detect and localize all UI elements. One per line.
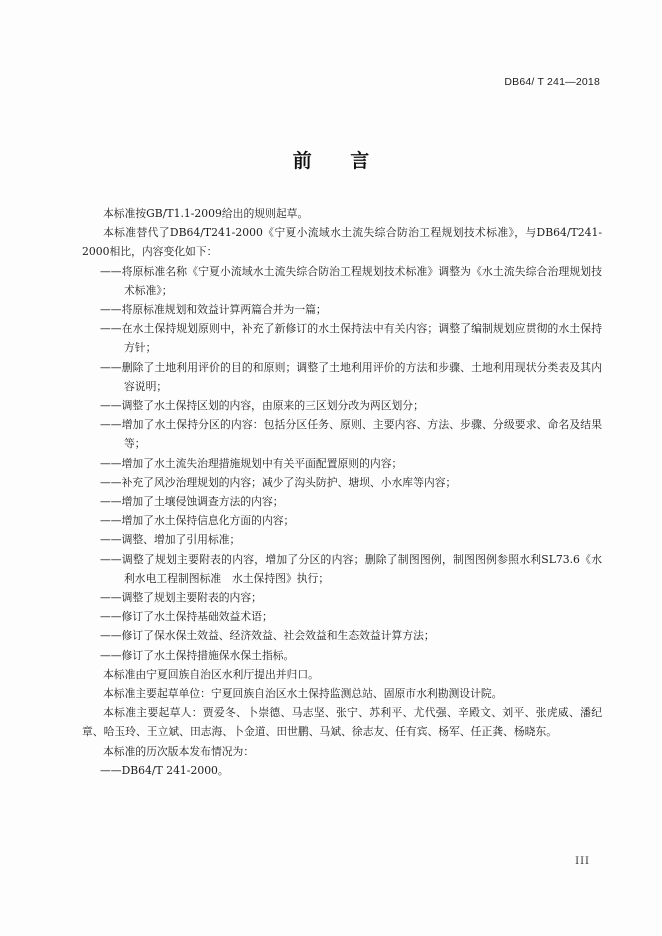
change-item: ——将原标准名称《宁夏小流域水土流失综合防治工程规划技术标准》调整为《水土流失综合治理规划技术标准》；	[100, 264, 602, 297]
change-item: ——增加了土壤侵蚀调查方法的内容；	[100, 495, 284, 509]
paragraph: 本标准主要起草单位：宁夏回族自治区水土保持监测总站、固原市水利勘测设计院。	[103, 687, 503, 701]
page-title: 前 言	[292, 150, 386, 172]
paragraph: 本标准的历次版本发布情况为：	[103, 744, 255, 758]
change-item: ——调整了水土保持区划的内容，由原来的三区划分改为两区划分；	[100, 399, 424, 413]
page-number: III	[575, 856, 590, 867]
change-item: ——调整了规划主要附表的内容；	[100, 591, 262, 605]
change-item: ——调整了规划主要附表的内容，增加了分区的内容；删除了制图图例，制图图例参照水利SL73.6《水利水电工程制图标准 水土保持图》执行；	[100, 552, 602, 585]
change-item: ——增加了水土流失治理措施规划中有关平面配置原则的内容；	[100, 456, 403, 470]
change-item: ——增加了水土保持信息化方面的内容；	[100, 514, 295, 528]
document-code: DB64/ T 241—2018	[504, 76, 600, 88]
paragraph: 本标准由宁夏回族自治区水利厅提出并归口。	[103, 667, 319, 681]
change-item: ——调整、增加了引用标准；	[100, 533, 241, 547]
foreword-body	[82, 204, 602, 780]
change-item: ——修订了水土保持措施保水保土指标。	[100, 648, 295, 662]
paragraph: 本标准按GB/T1.1-2009给出的规则起草。	[103, 207, 309, 220]
paragraph: 本标准主要起草人：贾爱冬、卜崇德、马志坚、张宁、苏利平、尤代强、辛殿文、刘平、张虎威、潘纪章、哈玉玲、王立斌、田志海、卜金道、田世鹏、马斌、徐志友、任有宾、杨军、任正龚、杨晓东。	[82, 706, 602, 739]
change-item: ——将原标准规划和效益计算两篇合并为一篇；	[100, 303, 327, 317]
change-item: ——补充了风沙治理规划的内容；减少了沟头防护、塘坝、小水库等内容；	[100, 475, 457, 489]
change-item: ——增加了水土保持分区的内容：包括分区任务、原则、主要内容、方法、步骤、分级要求、命名及结果等；	[100, 418, 602, 451]
paragraph: 本标准替代了DB64/T241-2000《宁夏小流域水土流失综合防治工程规划技术标准》，与DB64/T241-2000相比，内容变化如下：	[82, 226, 602, 259]
version-item: ——DB64/T 241-2000。	[100, 763, 229, 777]
change-item: ——修订了保水保土效益、经济效益、社会效益和生态效益计算方法；	[100, 629, 435, 643]
change-item: ——修订了水土保持基础效益术语；	[100, 610, 273, 624]
change-item: ——在水土保持规划原则中，补充了新修订的水土保持法中有关内容；调整了编制规划应贯彻的水土保持方针；	[100, 322, 602, 355]
change-item: ——删除了土地利用评价的目的和原则；调整了土地利用评价的方法和步骤、土地利用现状分类表及其内容说明；	[100, 360, 602, 393]
